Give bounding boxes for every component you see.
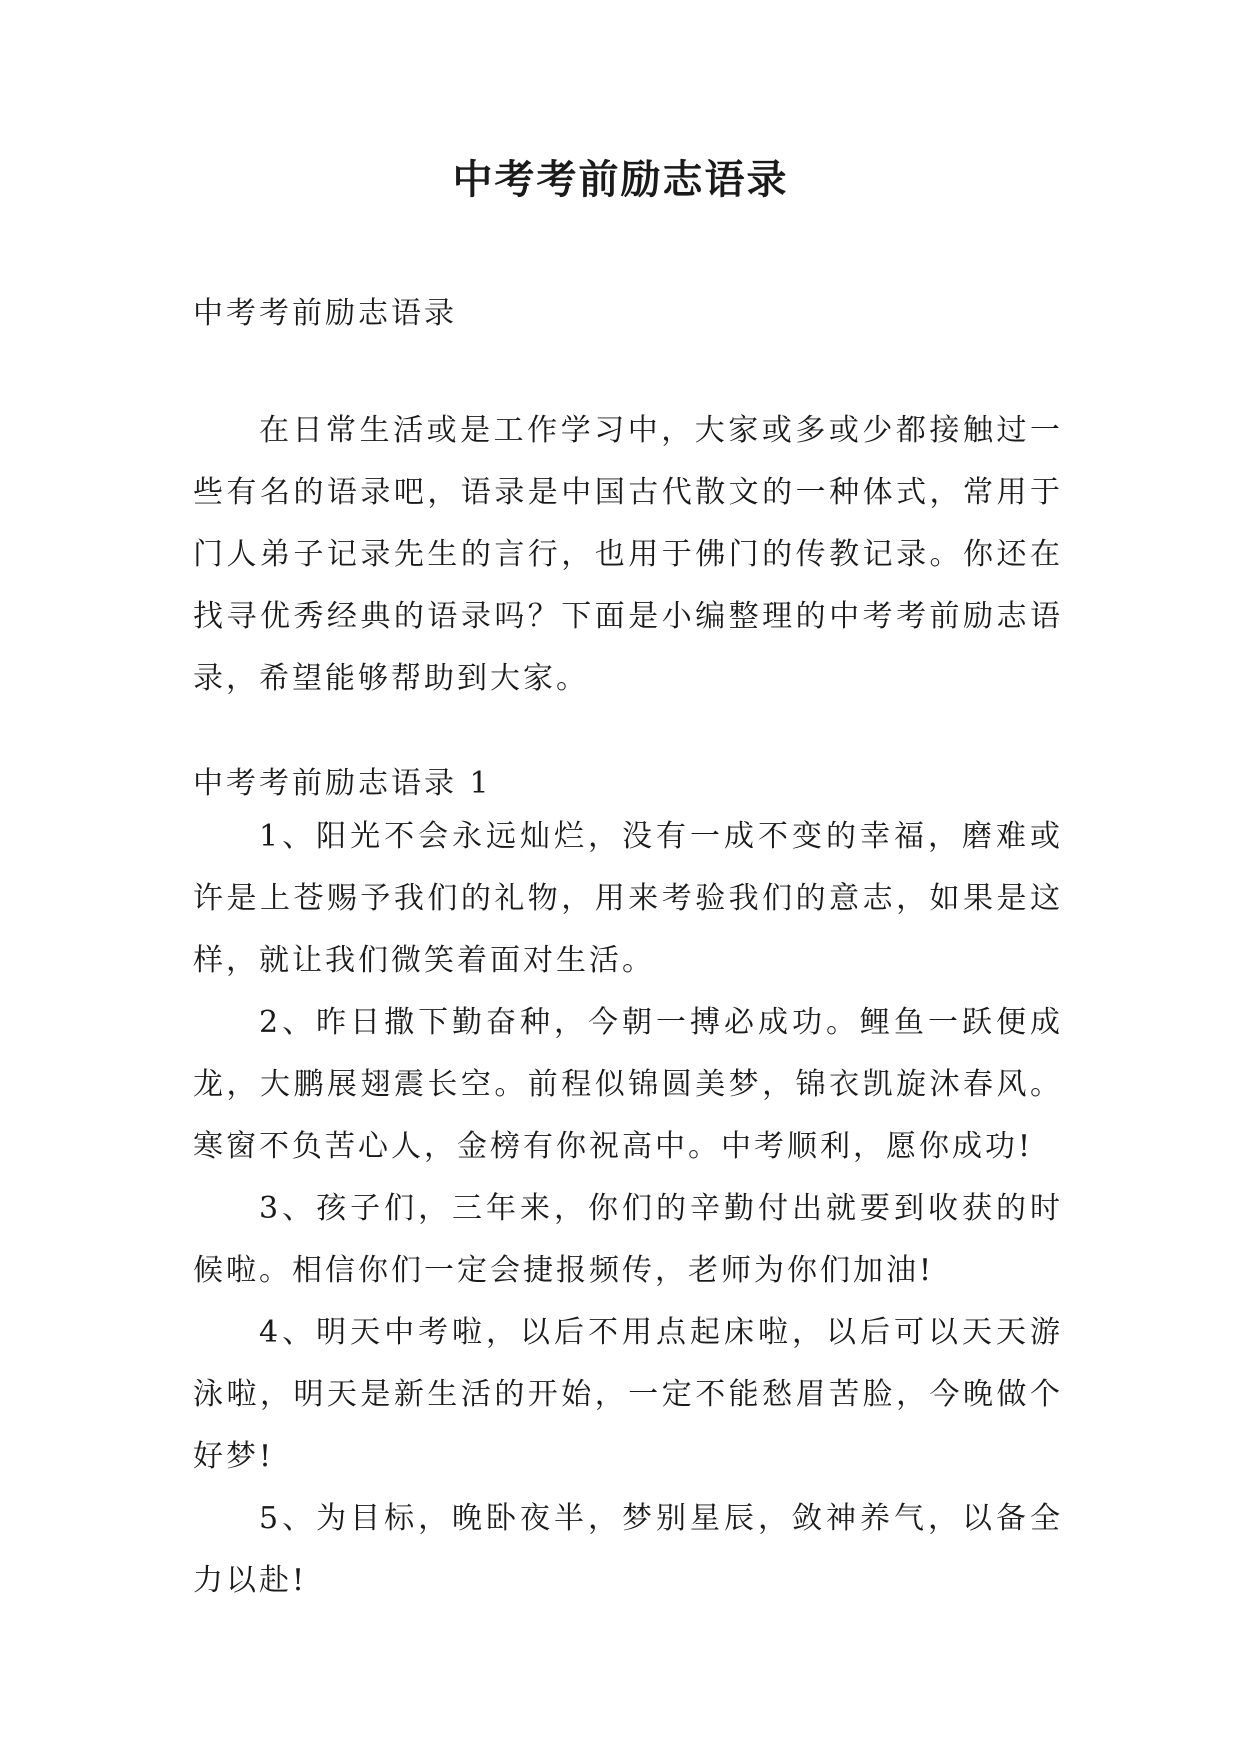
document-title: 中考考前励志语录 <box>452 157 789 203</box>
quote-paragraph-1: 1、阳光不会永远灿烂，没有一成不变的幸福，磨难或许是上苍赐予我们的礼物，用来考验我们的意志，如果是这样，就让我们微笑着面对生活。 <box>193 819 1063 978</box>
quote-paragraph-2: 2、昨日撒下勤奋种，今朝一搏必成功。鲤鱼一跃便成龙，大鹏展翅震长空。前程似锦圆美梦，锦衣凯旋沐春风。寒窗不负苦心人，金榜有你祝高中。中考顺利，愿你成功! <box>193 1005 1063 1164</box>
quote-paragraph-4: 4、明天中考啦，以后不用点起床啦，以后可以天天游泳啦，明天是新生活的开始，一定不能愁眉苦脸，今晚做个好梦! <box>193 1315 1063 1474</box>
intro-paragraph: 在日常生活或是工作学习中，大家或多或少都接触过一些有名的语录吧，语录是中国古代散文的一种体式，常用于门人弟子记录先生的言行，也用于佛门的传教记录。你还在找寻优秀经典的语录吗？下面是小编整理的中考考前励志语录，希望能够帮助到大家。 <box>193 413 1063 696</box>
quote-paragraph-3: 3、孩子们，三年来，你们的辛勤付出就要到收获的时候啦。相信你们一定会捷报频传，老师为你们加油! <box>193 1191 1063 1288</box>
document-subtitle: 中考考前励志语录 <box>193 296 457 331</box>
section-heading: 中考考前励志语录 1 <box>193 766 492 801</box>
quote-paragraph-5: 5、为目标，晚卧夜半，梦别星辰，敛神养气，以备全力以赴! <box>193 1501 1063 1598</box>
